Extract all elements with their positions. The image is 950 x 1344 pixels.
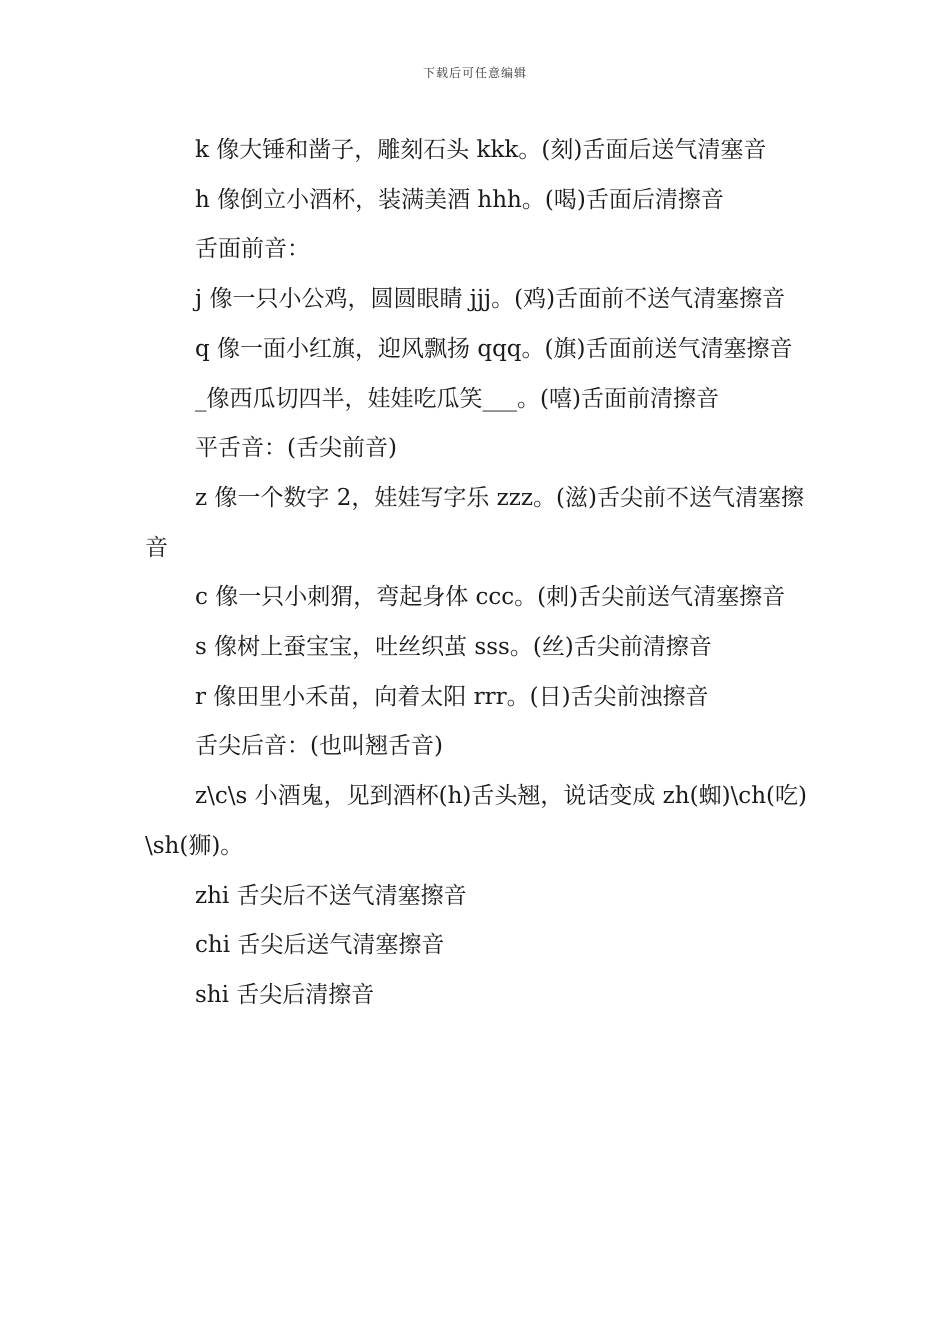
- paragraph-s: s 像树上蚕宝宝，吐丝织茧 sss。(丝)舌尖前清擦音: [195, 634, 712, 661]
- paragraph-zhi: zhi 舌尖后不送气清塞擦音: [195, 882, 467, 909]
- paragraph-k: k 像大锤和凿子，雕刻石头 kkk。(刻)舌面后送气清塞音: [195, 137, 767, 163]
- paragraph-h: h 像倒立小酒杯，装满美酒 hhh。(喝)舌面后清擦音: [195, 186, 724, 213]
- paragraph-shi: shi 舌尖后清擦音: [195, 981, 375, 1008]
- paragraph-q: q 像一面小红旗，迎风飘扬 qqq。(旗)舌面前送气清塞擦音: [195, 335, 793, 362]
- paragraph-x: _像西瓜切四半，娃娃吃瓜笑___。(嘻)舌面前清擦音: [195, 385, 719, 412]
- section-heading-front-tongue: 舌面前音：: [195, 236, 310, 263]
- section-heading-flat-tongue: 平舌音：(舌尖前音): [195, 435, 397, 462]
- paragraph-j: j 像一只小公鸡，圆圆眼睛 jjj。(鸡)舌面前不送气清塞擦音: [195, 286, 786, 313]
- paragraph-z: z 像一个数字 2，娃娃写字乐 zzz。(滋)舌尖前不送气清塞擦音: [145, 484, 804, 561]
- paragraph-zcs-retroflex: z\c\s 小酒鬼，见到酒杯(h)舌头翘，说话变成 zh(蜘)\ch(吃)\sh(狮)。: [145, 783, 807, 859]
- paragraph-r: r 像田里小禾苗，向着太阳 rrr。(日)舌尖前浊擦音: [195, 683, 709, 710]
- section-heading-retroflex: 舌尖后音：(也叫翘舌音): [195, 733, 443, 760]
- document-body: [145, 126, 810, 1021]
- paragraph-c: c 像一只小刺猬，弯起身体 ccc。(刺)舌尖前送气清塞擦音: [195, 584, 786, 611]
- paragraph-chi: chi 舌尖后送气清塞擦音: [195, 932, 445, 959]
- page-header: 下载后可任意编辑: [422, 66, 527, 80]
